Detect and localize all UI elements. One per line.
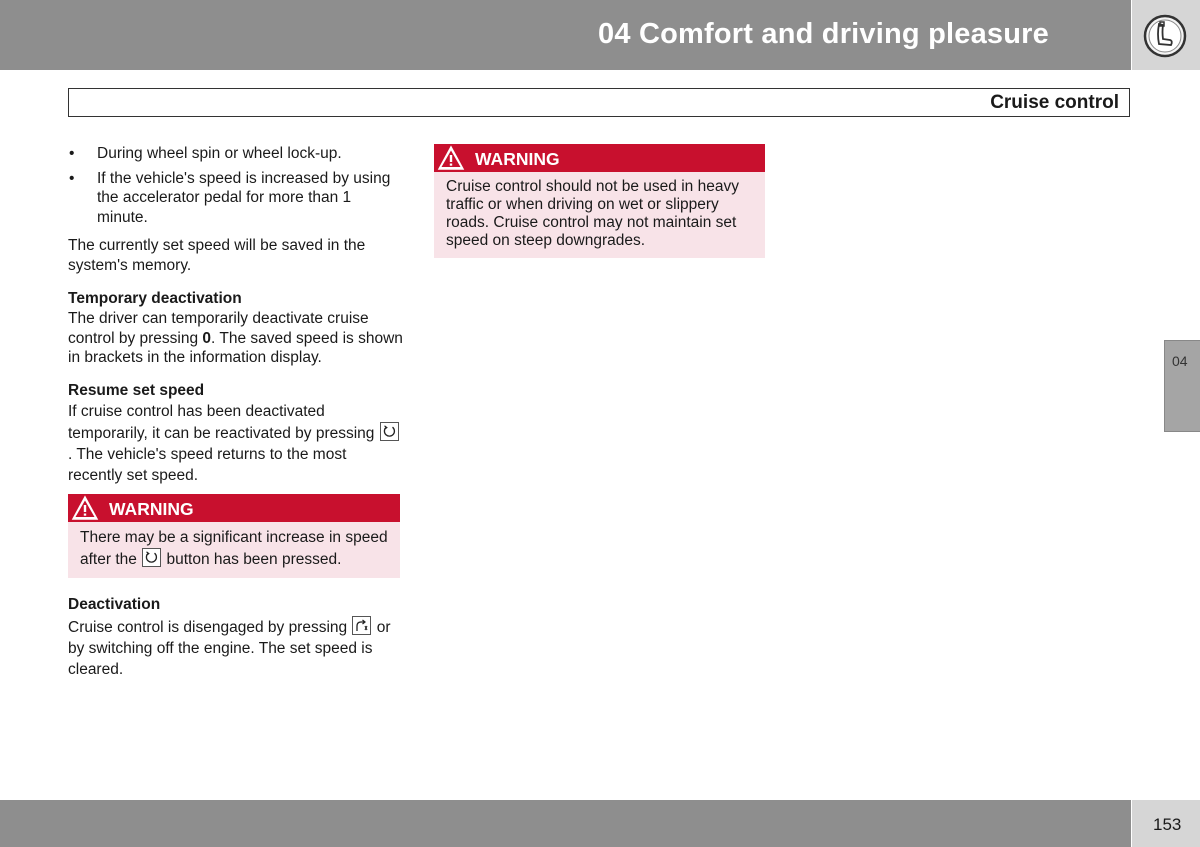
- section-title: Cruise control: [990, 92, 1119, 113]
- memory-paragraph: The currently set speed will be saved in the system's memory.: [68, 237, 366, 274]
- deactivation-section: [68, 595, 404, 693]
- paragraph-text: or by switching off the engine. The set speed is cleared.: [68, 619, 391, 678]
- resume-button-icon: [142, 548, 161, 567]
- warning-text: button has been pressed.: [162, 550, 342, 568]
- paragraph-text: The driver can temporarily deactivate cruise control by pressing: [68, 310, 369, 347]
- bullet-text: During wheel spin or wheel lock-up.: [97, 145, 342, 162]
- warning-header: [434, 144, 765, 172]
- deactivation-paragraph: [68, 616, 404, 680]
- paragraph-text: Cruise control is disengaged by pressing: [68, 619, 352, 636]
- resume-button-icon: [380, 422, 399, 441]
- warning-text: Cruise control should not be used in heavy traffic or when driving on wet or slippery roads. Cruise control may not maintain set speed on steep downgrades.: [446, 178, 739, 249]
- warning-box: [434, 144, 765, 258]
- temporary-deactivation-heading: Temporary deactivation: [68, 290, 242, 307]
- bullet-text: If the vehicle's speed is increased by using the accelerator pedal for more than 1 minute.: [97, 169, 391, 226]
- bullet-dot: •: [69, 145, 75, 162]
- warning-body: [68, 522, 400, 578]
- chapter-tab-label: 04: [1172, 353, 1188, 369]
- page-number: 153: [1153, 815, 1182, 834]
- chapter-icon-box: [1132, 0, 1200, 70]
- warning-triangle-icon: [437, 145, 465, 171]
- page-number-box: [1132, 800, 1200, 847]
- list-item: [68, 144, 404, 164]
- paragraph-text: . The vehicle's speed returns to the most recently set speed.: [68, 445, 347, 484]
- deactivation-heading: Deactivation: [68, 596, 161, 613]
- temporary-deactivation-paragraph: [68, 309, 404, 368]
- warning-text: There may be a significant increase in speed after the: [80, 529, 388, 568]
- paragraph-text: If cruise control has been deactivated temporarily, it can be reactivated by pressing: [68, 402, 379, 442]
- chapter-title: 04 Comfort and driving pleasure: [598, 18, 1049, 50]
- seat-icon: [1143, 14, 1187, 58]
- paragraph-text: . The saved speed is shown in brackets in the information display.: [68, 329, 403, 366]
- resume-set-speed-heading: Resume set speed: [68, 381, 205, 399]
- section-header: [68, 88, 1130, 117]
- warning-label: WARNING: [475, 149, 560, 169]
- warning-label: WARNING: [109, 499, 194, 519]
- warning-header: [68, 494, 400, 522]
- footer-bar: [0, 800, 1131, 847]
- zero-key-label: 0: [202, 329, 212, 347]
- warning-triangle-icon: [71, 495, 99, 521]
- left-column: [68, 144, 404, 499]
- header-bar: [0, 0, 1131, 70]
- list-item: [68, 169, 404, 228]
- warning-box: [68, 494, 400, 578]
- chapter-side-tab: [1164, 340, 1200, 432]
- cruise-off-button-icon: [352, 616, 371, 635]
- bullet-dot: •: [69, 169, 75, 187]
- resume-paragraph: [68, 401, 404, 486]
